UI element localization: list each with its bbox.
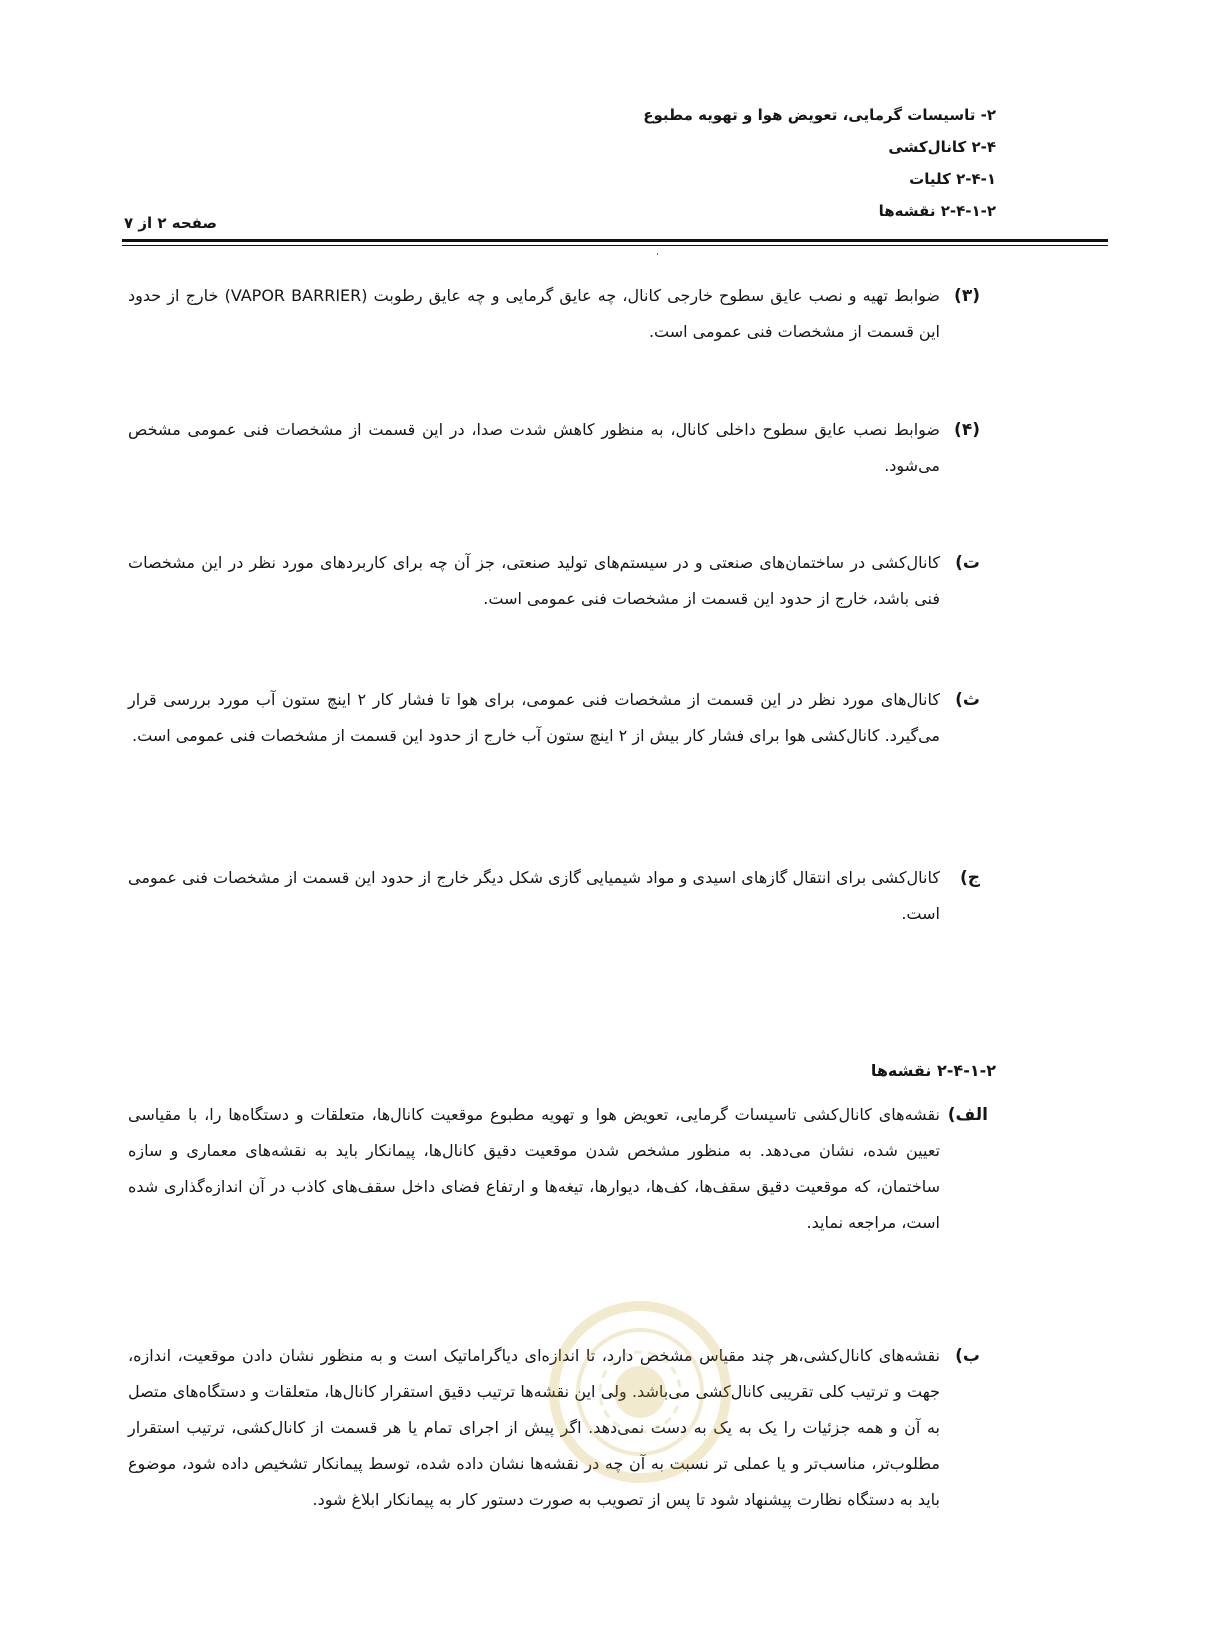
clause-text: ضوابط تهیه و نصب عایق سطوح خارجی کانال، چه عایق گرمایی و چه عایق رطوبت (VAPOR BARRIER) خارج از حدود این قسمت از مشخصات فنی عمومی است.: [128, 286, 940, 341]
clause-alef: [128, 1097, 988, 1241]
clause-text: نقشه‌های کانال‌کشی تاسیسات گرمایی، تعویض هوا و تهویه مطبوع موقعیت کانال‌ها، متعلقات و دستگاه‌ها را، با مقیاسی تعیین شده، نشان می‌دهد. به منظور مشخص شدن موقعیت دقیق کانال‌ها، پیمانکار باید به نقشه‌های معماری و سازه ساختمان، که موقعیت دقیق سقف‌ها، کف‌ها، دیوارها، تیغه‌ها و ارتفاع فضای داخل سقف‌های کاذب در آن اندازه‌گذاری شده است، مراجعه نماید.: [128, 1105, 940, 1232]
rule-tick-mark: ،: [656, 248, 659, 258]
header-rule-thick: [122, 239, 1108, 242]
clause-marker: (۴): [954, 420, 980, 440]
clause-text: کانال‌های مورد نظر در این قسمت از مشخصات فنی عمومی، برای هوا تا فشار کار ۲ اینچ ستون آب مورد بررسی قرار می‌گیرد. کانال‌کشی هوا برای فشار کار بیش از ۲ اینچ ستون آب خارج از حدود این قسمت از مشخصات فنی عمومی است.: [128, 690, 940, 745]
clause-be: [128, 1338, 980, 1518]
clause-text: نقشه‌های کانال‌کشی،هر چند مقیاس مشخص دارد، تا اندازه‌ای دیاگراماتیک است و به منظور نشان دادن موقعیت، اندازه، جهت و ترتیب کلی تقریبی کانال‌کشی می‌باشد. ولی این نقشه‌ها ترتیب دقیق استقرار کانال‌ها، متعلقات و دستگاه‌های متصل به آن و همه جزئیات را یک به یک به دست نمی‌دهد. اگر پیش از اجرای تمام یا هر قسمت از کانال‌کشی، ترتیب استقرار مطلوب‌تر، مناسب‌تر و یا عملی تر نسبت به آن چه در نقشه‌ها نشان داده شده، توسط پیمانکار تشخیص داده شود، موضوع باید به دستگاه نظارت پیشنهاد شود تا پس از تصویب به صورت دستور کار به پیمانکار ابلاغ شود.: [128, 1346, 940, 1509]
watermark-logo: [540, 1292, 740, 1492]
clause-marker: ج): [959, 868, 980, 888]
clause-jim: [128, 860, 980, 932]
header-section-title: ۲-۴ کانال‌کشی: [888, 138, 996, 156]
clause-4: [128, 412, 980, 484]
header-subsection-title: ۲-۴-۱ کلیات: [909, 170, 996, 188]
header-topic-title: ۲-۴-۱-۲ نقشه‌ها: [878, 202, 996, 220]
header-rule-thin: [122, 245, 1108, 246]
clause-marker: الف): [947, 1105, 988, 1125]
page-number: صفحه ۲ از ۷: [124, 214, 217, 232]
clause-marker: ت): [955, 553, 980, 573]
clause-marker: ب): [955, 1346, 980, 1366]
section-heading-drawings: ۲-۴-۱-۲ نقشه‌ها: [870, 1061, 996, 1080]
header-chapter-title: ۲- تاسیسات گرمایی، تعویض هوا و تهویه مطبوع: [643, 106, 996, 124]
clause-3: [128, 278, 980, 350]
clause-text: کانال‌کشی برای انتقال گازهای اسیدی و مواد شیمیایی گازی شکل دیگر خارج از حدود این قسمت از مشخصات فنی عمومی است.: [128, 868, 940, 923]
clause-text: ضوابط نصب عایق سطوح داخلی کانال، به منظور کاهش شدت صدا، در این قسمت از مشخصات فنی عمومی مشخص می‌شود.: [128, 420, 940, 475]
clause-text: کانال‌کشی در ساختمان‌های صنعتی و در سیستم‌های تولید صنعتی، جز آن چه برای کاربردهای مورد نظر در این مشخصات فنی باشد، خارج از حدود این قسمت از مشخصات فنی عمومی است.: [128, 553, 940, 608]
clause-se: [128, 682, 980, 754]
clause-te: [128, 545, 980, 617]
clause-marker: ث): [955, 690, 980, 710]
clause-marker: (۳): [954, 286, 980, 306]
